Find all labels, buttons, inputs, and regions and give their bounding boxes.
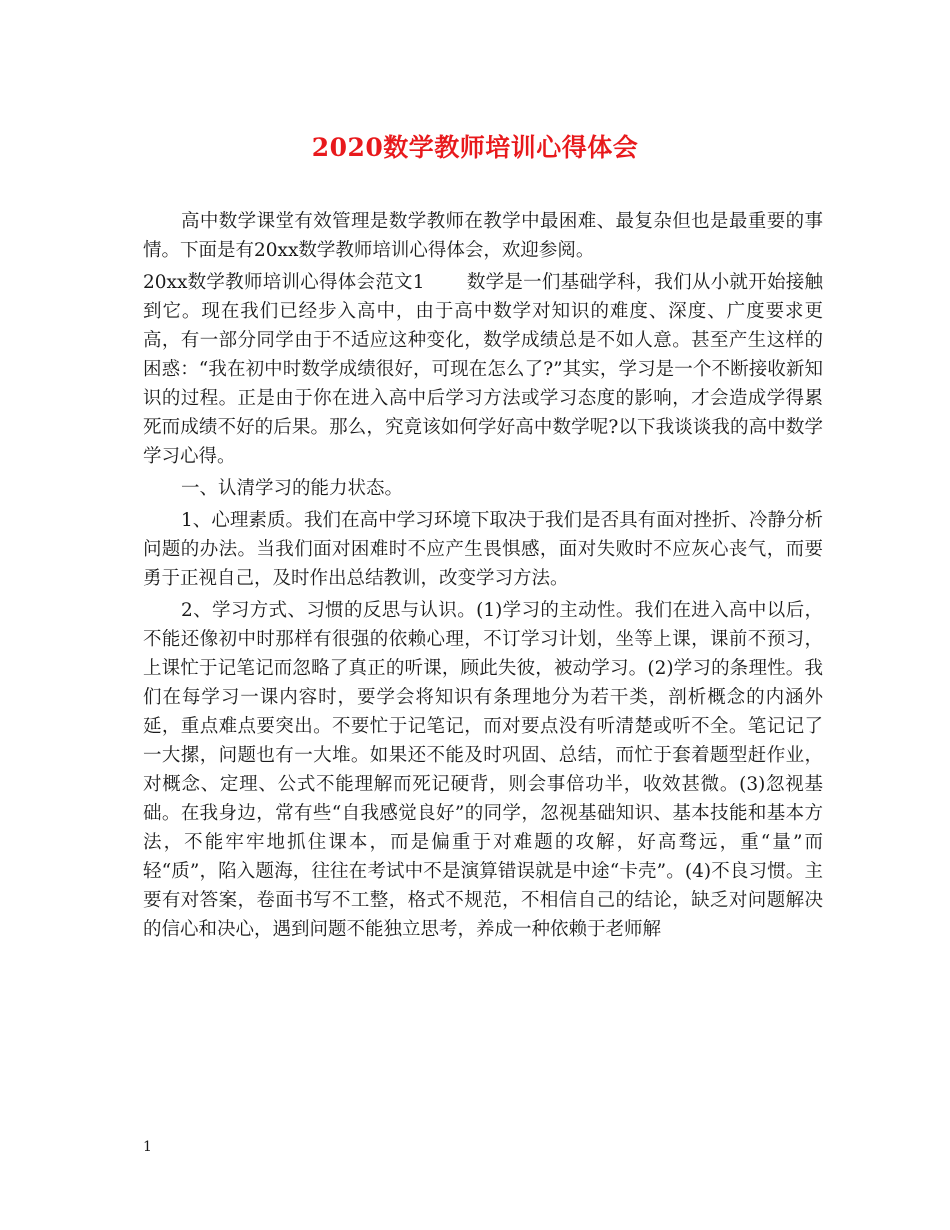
page-number: 1	[143, 1139, 152, 1155]
sample-heading: 20xx数学教师培训心得体会范文1	[143, 272, 425, 293]
section-heading-1: 一、认清学习的能力状态。	[181, 478, 404, 499]
intro-paragraph: 高中数学课堂有效管理是数学教师在教学中最困难、最复杂但也是最重要的事情。下面是有20xx数学教师培训心得体会，欢迎参阅。	[143, 211, 823, 261]
point-1-paragraph: 1、心理素质。我们在高中学习环境下取决于我们是否具有面对挫折、冷静分析问题的办法。当我们面对困难时不应产生畏惧感，面对失败时不应灰心丧气，而要勇于正视自己，及时作出总结教训，改变学习方法。	[143, 510, 823, 589]
document-body	[143, 207, 823, 947]
sample-text: 数学是一们基础学科，我们从小就开始接触到它。现在我们已经步入高中，由于高中数学对知识的难度、深度、广度要求更高，有一部分同学由于不适应这种变化，数学成绩总是不如人意。甚至产生这样的困惑：“我在初中时数学成绩很好，可现在怎么了?”其实，学习是一个不断接收新知识的过程。正是由于你在进入高中后学习方法或学习态度的影响，才会造成学得累死而成绩不好的后果。那么，究竟该如何学好高中数学呢?以下我谈谈我的高中数学学习心得。	[143, 272, 823, 467]
document-title: 2020数学教师培训心得体会	[311, 133, 639, 162]
point-2-paragraph: 2、学习方式、习惯的反思与认识。(1)学习的主动性。我们在进入高中以后，不能还像初中时那样有很强的依赖心理，不订学习计划，坐等上课，课前不预习，上课忙于记笔记而忽略了真正的听课，顾此失彼，被动学习。(2)学习的条理性。我们在每学习一课内容时，要学会将知识有条理地分为若干类，剖析概念的内涵外延，重点难点要突出。不要忙于记笔记，而对要点没有听清楚或听不全。笔记记了一大摞，问题也有一大堆。如果还不能及时巩固、总结，而忙于套着题型赶作业，对概念、定理、公式不能理解而死记硬背，则会事倍功半，收效甚微。(3)忽视基础。在我身边，常有些“自我感觉良好”的同学，忽视基础知识、基本技能和基本方法，不能牢牢地抓住课本，而是偏重于对难题的攻解，好高骛远，重“量”而轻“质”，陷入题海，往往在考试中不是演算错误就是中途“卡壳”。(4)不良习惯。主要有对答案，卷面书写不工整，格式不规范，不相信自己的结论，缺乏对问题解决的信心和决心，遇到问题不能独立思考，养成一种依赖于老师解	[143, 600, 823, 940]
sample-paragraph	[143, 268, 823, 471]
